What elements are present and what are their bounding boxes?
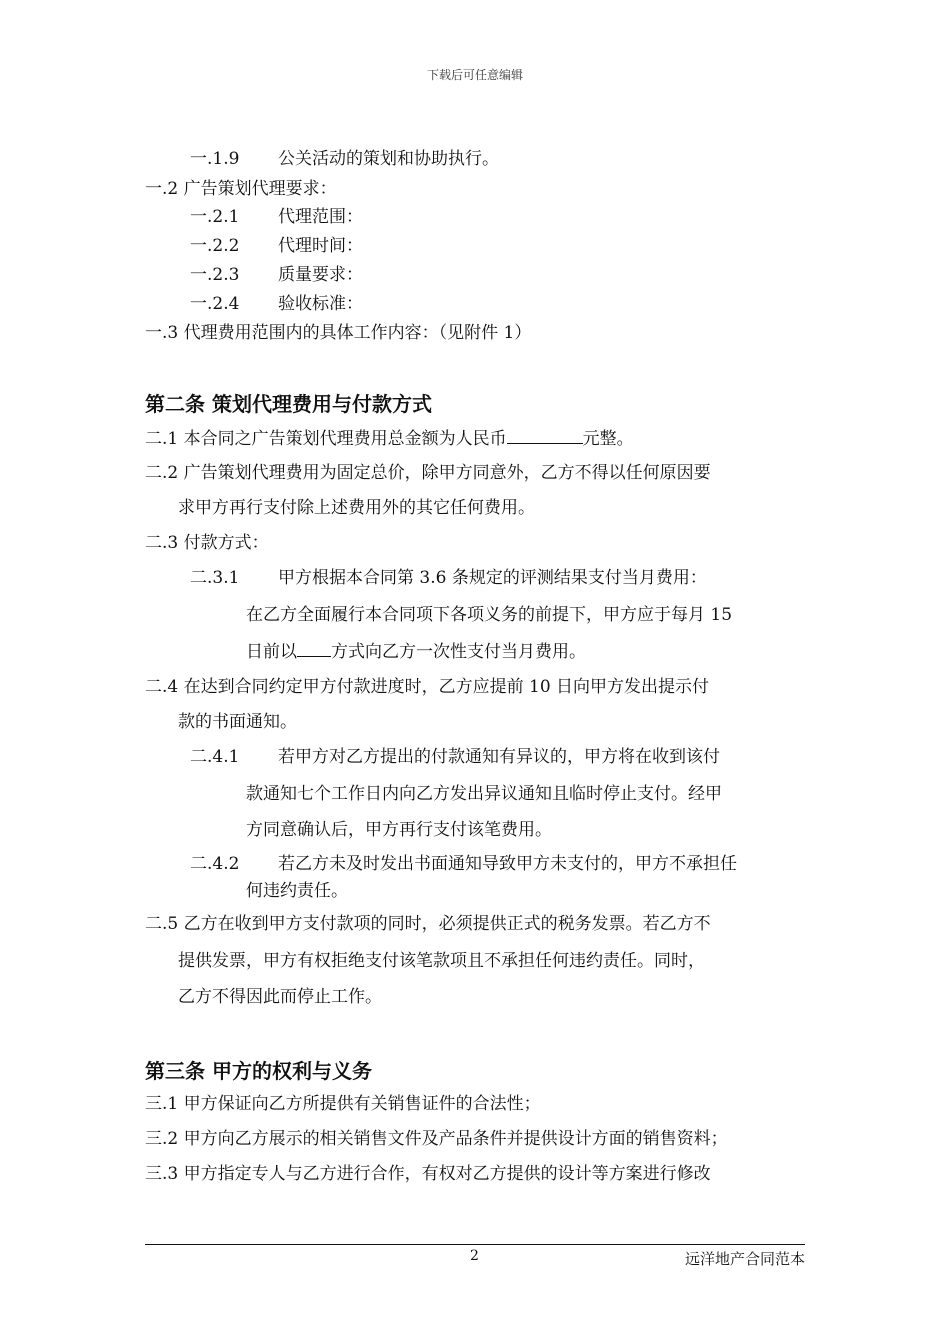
article-3-heading: 第三条 甲方的权利与义务 bbox=[145, 1059, 372, 1083]
clause-text: 代理时间： bbox=[278, 236, 363, 256]
clause-3-3: 三.3 甲方指定专人与乙方进行合作，有权对乙方提供的设计等方案进行修改 bbox=[145, 1164, 711, 1184]
clause-number: 一.1.9 bbox=[190, 149, 240, 169]
clause-2-5-line-2: 提供发票，甲方有权拒绝支付该笔款项且不承担任何违约责任。同时， bbox=[178, 951, 705, 971]
clause-number: 一.2.1 bbox=[190, 207, 240, 227]
clause-number: 一.2.2 bbox=[190, 236, 240, 256]
clause-1-1-9 bbox=[190, 148, 499, 170]
method-blank bbox=[297, 640, 331, 657]
clause-3-1: 三.1 甲方保证向乙方所提供有关销售证件的合法性； bbox=[145, 1094, 541, 1114]
clause-1-2-4 bbox=[190, 293, 363, 315]
clause-text: 验收标准： bbox=[278, 294, 363, 314]
clause-1-2: 一.2 广告策划代理要求： bbox=[145, 179, 337, 199]
clause-2-3-1-line-2: 在乙方全面履行本合同项下各项义务的前提下，甲方应于每月 15 bbox=[246, 605, 733, 625]
clause-2-3-1-line-3 bbox=[246, 640, 586, 663]
clause-text: 日前以 bbox=[246, 642, 297, 662]
clause-number: 二.4.1 bbox=[190, 747, 240, 767]
article-2-heading: 第二条 策划代理费用与付款方式 bbox=[145, 392, 432, 416]
clause-number: 二.4.2 bbox=[190, 854, 240, 874]
clause-number: 二.3.1 bbox=[190, 568, 240, 588]
clause-text: 代理范围： bbox=[278, 207, 363, 227]
clause-text: 元整。 bbox=[582, 429, 634, 449]
clause-text: 二.1 本合同之广告策划代理费用总金额为人民币 bbox=[145, 429, 507, 449]
clause-2-1 bbox=[145, 427, 634, 450]
clause-2-4-line-2: 款的书面通知。 bbox=[178, 712, 297, 732]
clause-2-4-1-line-3: 方同意确认后，甲方再行支付该笔费用。 bbox=[246, 820, 552, 840]
clause-1-3: 一.3 代理费用范围内的具体工作内容：（见附件 1） bbox=[145, 323, 532, 343]
clause-2-5-line-1: 二.5 乙方在收到甲方支付款项的同时，必须提供正式的税务发票。若乙方不 bbox=[145, 914, 711, 934]
clause-2-4-1-line-1 bbox=[190, 746, 720, 768]
clause-text: 公关活动的策划和协助执行。 bbox=[278, 149, 499, 169]
clause-2-4-1-line-2: 款通知七个工作日内向乙方发出异议通知且临时停止支付。经甲 bbox=[246, 784, 722, 804]
clause-text: 质量要求： bbox=[278, 265, 363, 285]
clause-3-2: 三.2 甲方向乙方展示的相关销售文件及产品条件并提供设计方面的销售资料； bbox=[145, 1129, 728, 1149]
clause-text: 方式向乙方一次性支付当月费用。 bbox=[331, 642, 586, 662]
clause-1-2-3 bbox=[190, 264, 363, 286]
clause-2-2-line-2: 求甲方再行支付除上述费用外的其它任何费用。 bbox=[178, 498, 535, 518]
clause-2-2-line-1: 二.2 广告策划代理费用为固定总价，除甲方同意外，乙方不得以任何原因要 bbox=[145, 463, 711, 483]
page-number: 2 bbox=[470, 1248, 479, 1264]
clause-text: 甲方根据本合同第 3.6 条规定的评测结果支付当月费用： bbox=[278, 568, 707, 588]
clause-1-2-2 bbox=[190, 235, 363, 257]
clause-2-3: 二.3 付款方式： bbox=[145, 533, 269, 553]
footer-title: 远洋地产合同范本 bbox=[684, 1250, 805, 1268]
clause-number: 一.2.3 bbox=[190, 265, 240, 285]
download-note: 下载后可任意编辑 bbox=[426, 68, 523, 82]
clause-text: 若乙方未及时发出书面通知导致甲方未支付的，甲方不承担任 bbox=[278, 854, 737, 874]
clause-2-5-line-3: 乙方不得因此而停止工作。 bbox=[178, 987, 382, 1007]
clause-1-2-1 bbox=[190, 206, 363, 228]
clause-2-3-1-line-1 bbox=[190, 567, 707, 589]
clause-text: 若甲方对乙方提出的付款通知有异议的，甲方将在收到该付 bbox=[278, 747, 720, 767]
clause-number: 一.2.4 bbox=[190, 294, 240, 314]
clause-2-4-2-line-1 bbox=[190, 853, 737, 875]
clause-2-4-2-line-2: 何违约责任。 bbox=[246, 881, 348, 901]
footer-rule bbox=[145, 1244, 805, 1245]
amount-blank bbox=[507, 427, 583, 444]
clause-2-4-line-1: 二.4 在达到合同约定甲方付款进度时，乙方应提前 10 日向甲方发出提示付 bbox=[145, 677, 710, 697]
